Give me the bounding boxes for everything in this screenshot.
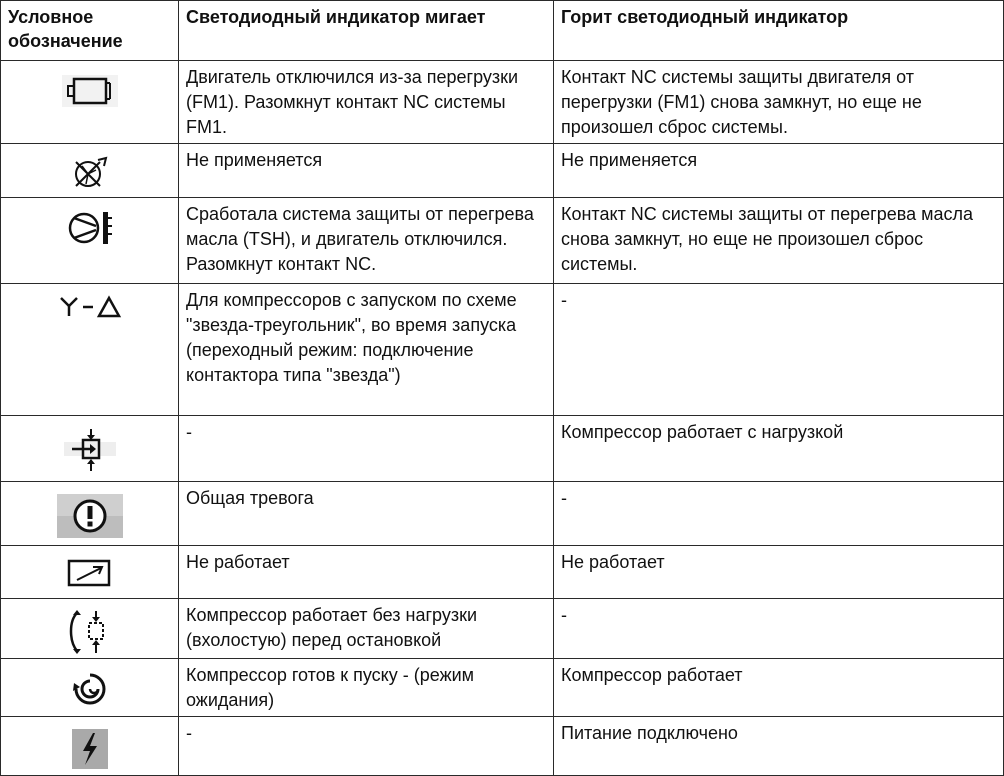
- led-lit-cell: [554, 717, 1004, 776]
- led-lit-cell: [554, 599, 1004, 659]
- general-alarm-icon: [55, 492, 125, 540]
- table-row: [1, 198, 1004, 284]
- cell-text: -: [561, 290, 567, 310]
- symbol-cell: [1, 599, 179, 659]
- table-row: [1, 717, 1004, 776]
- cell-text: Сработала система защиты от перегрева масла (TSH), и двигатель отключился. Разомкнут контакт NC.: [186, 204, 534, 274]
- led-lit-cell: [554, 546, 1004, 599]
- motor-icon: [60, 71, 120, 111]
- led-lit-cell: [554, 482, 1004, 546]
- symbol-cell: [1, 284, 179, 416]
- cell-text: Компрессор работает: [561, 665, 743, 685]
- led-lit-cell: [554, 659, 1004, 717]
- cell-text: Компрессор работает без нагрузки (вхолостую) перед остановкой: [186, 605, 478, 650]
- led-blinking-cell: [179, 61, 554, 144]
- led-blinking-cell: [179, 144, 554, 198]
- header-led-lit: Горит светодиодный индикатор: [554, 1, 1004, 61]
- led-blinking-cell: [179, 416, 554, 482]
- led-blinking-cell: [179, 717, 554, 776]
- symbol-cell: [1, 416, 179, 482]
- cell-text: -: [561, 488, 567, 508]
- led-lit-cell: [554, 198, 1004, 284]
- table-row: [1, 659, 1004, 717]
- table-row: [1, 61, 1004, 144]
- cell-text: Двигатель отключился из-за перегрузки (FM1). Разомкнут контакт NC системы FM1.: [186, 67, 519, 137]
- led-lit-cell: [554, 416, 1004, 482]
- header-symbol: Условное обозначение: [1, 1, 179, 61]
- led-blinking-cell: [179, 284, 554, 416]
- cell-text: Не работает: [561, 552, 665, 572]
- crossed-fan-icon: [70, 154, 110, 192]
- unloaded-compressor-icon: [65, 609, 115, 655]
- table-row: [1, 599, 1004, 659]
- star-delta-icon: [55, 294, 125, 320]
- cell-text: -: [186, 422, 192, 442]
- symbol-cell: [1, 144, 179, 198]
- led-lit-cell: [554, 144, 1004, 198]
- led-blinking-cell: [179, 546, 554, 599]
- compressor-temperature-icon: [66, 208, 114, 248]
- led-blinking-cell: [179, 599, 554, 659]
- led-blinking-cell: [179, 659, 554, 717]
- cell-text: Контакт NC системы защиты от перегрева масла снова замкнут, но еще не произошел сброс системы.: [561, 204, 974, 274]
- cell-text: Не применяется: [561, 150, 698, 170]
- table-header-row: [1, 1, 1004, 61]
- cell-text: Контакт NC системы защиты двигателя от перегрузки (FM1) снова замкнут, но еще не произошел сброс системы.: [561, 67, 922, 137]
- cell-text: Не работает: [186, 552, 290, 572]
- led-blinking-cell: [179, 482, 554, 546]
- standby-swirl-icon: [70, 669, 110, 709]
- header-led-blinking: Светодиодный индикатор мигает: [179, 1, 554, 61]
- table-row: [1, 284, 1004, 416]
- symbol-cell: [1, 482, 179, 546]
- symbol-cell: [1, 546, 179, 599]
- cell-text: Общая тревога: [186, 488, 314, 508]
- cell-text: Не применяется: [186, 150, 323, 170]
- power-lightning-icon: [70, 727, 110, 771]
- table-row: [1, 416, 1004, 482]
- symbol-cell: [1, 198, 179, 284]
- led-blinking-cell: [179, 198, 554, 284]
- cell-text: Питание подключено: [561, 723, 738, 743]
- cell-text: -: [561, 605, 567, 625]
- symbol-cell: [1, 717, 179, 776]
- cell-text: -: [186, 723, 192, 743]
- table-row: [1, 546, 1004, 599]
- cell-text: Для компрессоров с запуском по схеме "звезда-треугольник", во время запуска (переходный режим: подключение контактора типа "звезда"): [186, 290, 517, 385]
- cell-text: Компрессор работает с нагрузкой: [561, 422, 844, 442]
- loaded-compressor-icon: [60, 426, 120, 474]
- table-row: [1, 144, 1004, 198]
- symbol-cell: [1, 61, 179, 144]
- led-lit-cell: [554, 284, 1004, 416]
- display-arrow-icon: [65, 556, 115, 590]
- led-lit-cell: [554, 61, 1004, 144]
- table-row: [1, 482, 1004, 546]
- symbol-cell: [1, 659, 179, 717]
- cell-text: Компрессор готов к пуску - (режим ожидания): [186, 665, 475, 710]
